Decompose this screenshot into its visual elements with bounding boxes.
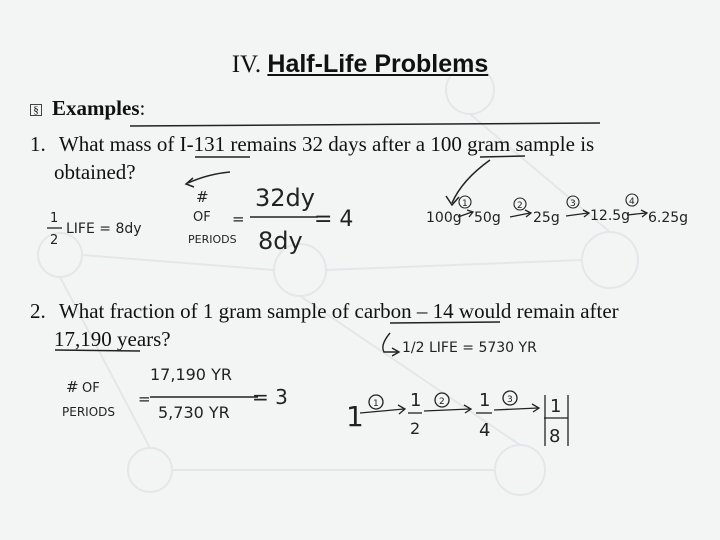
q1-periods-equals: = — [232, 210, 245, 228]
q2-work — [62, 333, 568, 447]
question-2-number: 2. — [30, 299, 46, 323]
q2-periods-equals: = — [138, 390, 151, 408]
q1-halflife-text: LIFE = 8dy — [66, 221, 142, 237]
q2-years-denominator: 5,730 YR — [158, 403, 230, 422]
q2-frac-num-2: 1 — [479, 390, 491, 411]
q1-periods-hash: # — [196, 188, 209, 206]
q2-frac-num-3: 1 — [550, 396, 562, 417]
q2-periods-of: OF — [82, 381, 100, 396]
q2-circle-1: 1 — [373, 399, 379, 409]
title-text: Half-Life Problems — [267, 50, 489, 78]
q2-frac-den-2: 4 — [479, 420, 491, 441]
q1-halflife-frac-1: 1 — [50, 211, 59, 226]
q2-periods-periods: PERIODS — [62, 405, 115, 419]
q1-days-denominator: 8dy — [258, 227, 303, 255]
question-1-text: What mass of I-131 remains 32 days after a 100 gram sample is — [58, 132, 595, 156]
q1-periods-periods: PERIODS — [188, 233, 237, 246]
examples-colon: : — [139, 96, 146, 120]
q1-chain-4: 6.25g — [648, 210, 689, 226]
question-1-number: 1. — [30, 132, 46, 156]
q2-frac-den-3: 8 — [549, 426, 561, 447]
q2-chain-start: 1 — [346, 400, 364, 433]
q2-halflife-note: 1/2 LIFE = 5730 YR — [402, 340, 537, 356]
q1-chain-1: 50g — [474, 210, 501, 226]
title-number: IV. — [231, 51, 262, 78]
examples-label: Examples — [52, 96, 140, 120]
q1-periods-of: OF — [193, 210, 211, 225]
q1-circle-3: 3 — [570, 199, 576, 209]
q2-periods-result: = 3 — [252, 385, 288, 409]
q1-circle-1: 1 — [462, 199, 468, 209]
q1-chain-0: 100g — [426, 210, 462, 226]
q2-frac-den-1: 2 — [410, 419, 421, 438]
q2-years-numerator: 17,190 YR — [150, 365, 232, 384]
q2-circle-2: 2 — [439, 397, 445, 407]
q2-periods-hash: # — [66, 378, 79, 396]
q1-circle-4: 4 — [629, 197, 635, 207]
q1-periods-result: = 4 — [314, 207, 354, 232]
q1-chain-2: 25g — [533, 210, 560, 226]
q1-work — [47, 160, 688, 255]
question-2-text: What fraction of 1 gram sample of carbon – 14 would remain after — [58, 299, 619, 323]
q2-circle-3: 3 — [507, 395, 513, 405]
underline-marks — [55, 123, 600, 351]
q1-chain-3: 12.5g — [590, 208, 631, 224]
q1-days-numerator: 32dy — [255, 184, 315, 212]
question-2-line-2: 17,190 years? — [54, 327, 171, 351]
q2-frac-num-1: 1 — [410, 390, 422, 411]
question-1-line-2: obtained? — [54, 160, 136, 184]
q1-circle-2: 2 — [517, 201, 523, 211]
bullet-icon: § — [30, 104, 42, 116]
q1-halflife-frac-2: 2 — [50, 233, 59, 248]
